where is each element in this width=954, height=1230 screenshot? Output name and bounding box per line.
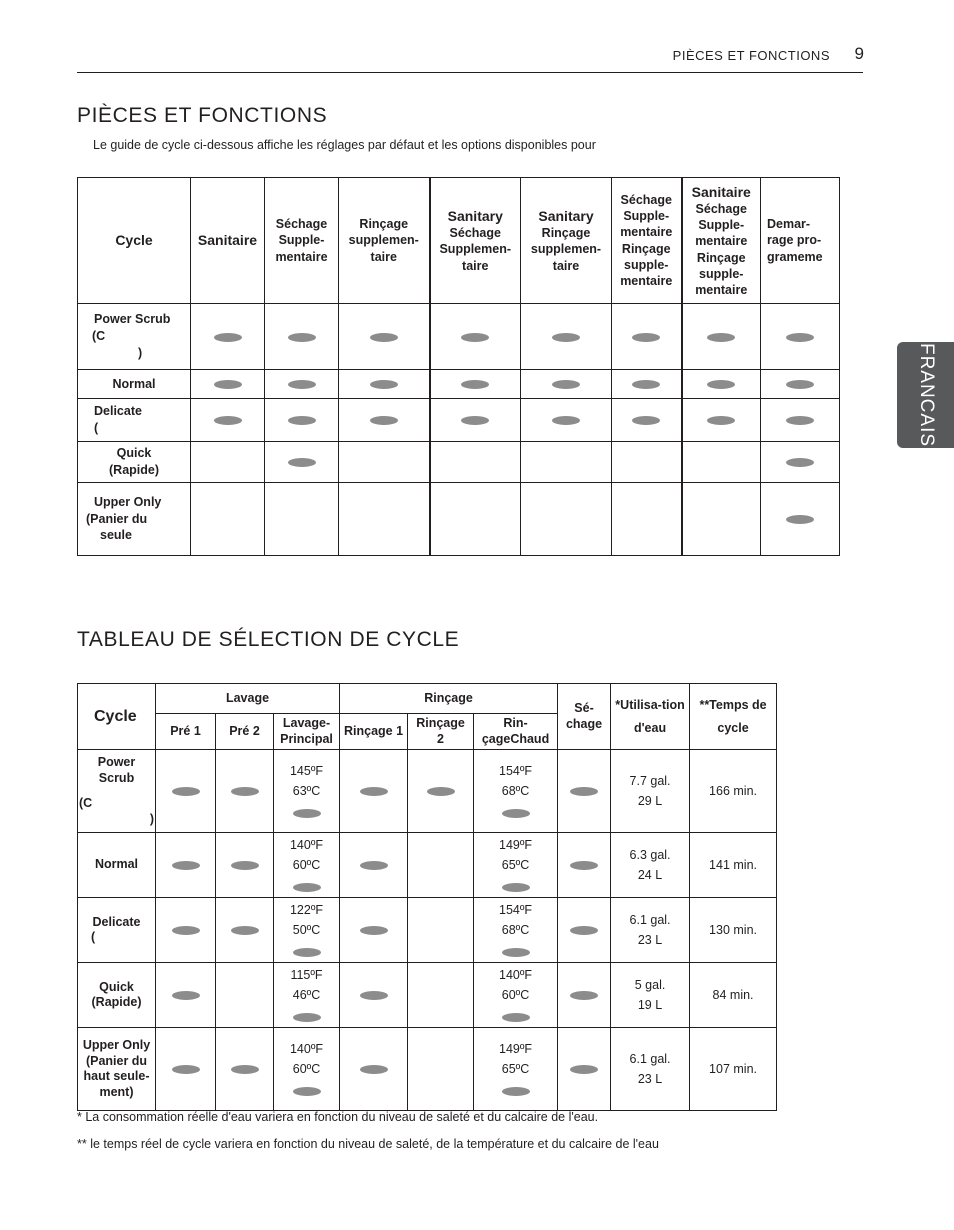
option-available-mark <box>461 380 489 389</box>
cycle-step-cell <box>408 833 474 898</box>
temperature-cell <box>274 898 340 963</box>
options-cell <box>339 304 430 370</box>
cycle-header-sechage: Sé-chage <box>558 684 611 750</box>
cycle-step-mark <box>570 991 598 1000</box>
cycle-name-line: Upper Only <box>94 494 162 509</box>
option-available-mark <box>707 380 735 389</box>
cycle-step-cell <box>408 898 474 963</box>
options-cell <box>191 304 265 370</box>
cycle-step-mark <box>570 926 598 935</box>
options-cell <box>191 370 265 399</box>
options-row <box>78 304 840 370</box>
options-cell <box>612 304 682 370</box>
cycle-step-cell <box>216 833 274 898</box>
cycle-name-line: ) <box>138 345 143 360</box>
cycle-step-cell <box>340 833 408 898</box>
water-usage-cell <box>611 833 690 898</box>
option-available-mark <box>786 380 814 389</box>
cycle-step-cell <box>340 750 408 833</box>
cycle-name-line: Delicate <box>92 914 141 929</box>
options-row-cycle-name <box>78 442 191 483</box>
cycle-step-mark <box>360 787 388 796</box>
cycle-step-mark <box>570 1065 598 1074</box>
cycle-step-cell <box>216 898 274 963</box>
options-cell <box>339 483 430 556</box>
option-available-mark <box>214 380 242 389</box>
option-available-mark <box>632 333 660 342</box>
cycle-step-mark <box>502 809 530 818</box>
options-row-cycle-name <box>78 370 191 399</box>
option-available-mark <box>461 416 489 425</box>
cycle-header-time: **Temps de cycle <box>690 684 777 750</box>
cycle-time-cell <box>690 963 777 1028</box>
option-available-mark <box>552 333 580 342</box>
temperature-cell <box>474 898 558 963</box>
intro-text: Le guide de cycle ci-dessous affiche les réglages par défaut et les options disponibles pour <box>93 138 596 152</box>
option-available-mark <box>786 333 814 342</box>
option-available-mark <box>707 333 735 342</box>
water-gallons: 5 gal. <box>634 978 666 993</box>
page-number: 9 <box>854 44 864 63</box>
cycle-name-line: Scrub <box>98 770 135 785</box>
cycle-header-row-1 <box>78 684 777 714</box>
cycle-step-cell <box>156 898 216 963</box>
options-row <box>78 370 840 399</box>
language-tab-label: FRANCAIS <box>915 342 937 448</box>
cycle-time-cell <box>690 898 777 963</box>
water-liters: 23 L <box>637 1072 663 1087</box>
options-header-extra-rinse: Rinçage supplemen-taire <box>339 178 430 304</box>
temperature-c: 65ºC <box>501 1062 530 1077</box>
options-cell <box>521 483 612 556</box>
options-header-sanitary-rinse: Sanitary Rinçage supplemen-taire <box>521 178 612 304</box>
option-available-mark <box>214 416 242 425</box>
cycle-step-mark <box>360 1065 388 1074</box>
cycle-step-mark <box>360 991 388 1000</box>
water-liters: 29 L <box>637 794 663 809</box>
temperature-mark-wrap <box>277 801 336 821</box>
water-usage-cell <box>611 963 690 1028</box>
temperature-cell <box>274 963 340 1028</box>
temperature-mark-wrap <box>477 1079 554 1099</box>
options-cell <box>265 370 339 399</box>
water-usage-cell <box>611 750 690 833</box>
temperature-f: 115ºF <box>290 968 323 983</box>
cycle-time-value: 107 min. <box>709 1062 757 1077</box>
cycle-header-pre1: Pré 1 <box>156 714 216 750</box>
cycle-step-mark <box>293 948 321 957</box>
cycle-time-cell <box>690 833 777 898</box>
temperature-f: 154ºF <box>499 764 533 779</box>
cycle-name-line: Delicate <box>94 404 142 419</box>
option-available-mark <box>632 380 660 389</box>
cycle-name-line: Power Scrub <box>94 312 171 327</box>
cycle-step-mark <box>570 787 598 796</box>
cycle-row <box>78 833 777 898</box>
options-cell <box>265 304 339 370</box>
cycle-step-mark <box>360 926 388 935</box>
temperature-cell <box>474 750 558 833</box>
cycle-name-line: (C <box>79 796 93 811</box>
options-header-row <box>78 178 840 304</box>
cycle-time-cell <box>690 1028 777 1111</box>
options-cell <box>761 442 840 483</box>
options-cell <box>761 304 840 370</box>
cycle-time-value: 141 min. <box>709 858 757 873</box>
options-cell <box>265 442 339 483</box>
cycle-step-mark <box>231 787 259 796</box>
cycle-step-cell <box>558 750 611 833</box>
option-available-mark <box>632 416 660 425</box>
cycle-step-mark <box>231 1065 259 1074</box>
temperature-f: 145ºF <box>289 764 324 779</box>
temperature-f: 154ºF <box>499 903 533 918</box>
cycle-step-cell <box>216 750 274 833</box>
cycle-step-mark <box>231 861 259 870</box>
cycle-step-cell <box>558 963 611 1028</box>
options-cell <box>682 442 761 483</box>
water-gallons: 6.1 gal. <box>629 913 671 928</box>
options-cell <box>612 399 682 442</box>
temperature-c: 60ºC <box>501 988 530 1003</box>
water-liters: 24 L <box>637 868 663 883</box>
temperature-c: 60ºC <box>292 1062 321 1077</box>
section-title-cycle-chart: TABLEAU DE SÉLECTION DE CYCLE <box>77 628 460 651</box>
cycle-step-mark <box>293 1013 321 1022</box>
options-header-sanitary-dry: Sanitary Séchage Supplemen-taire <box>430 178 521 304</box>
options-row-cycle-name <box>78 399 191 442</box>
options-cell <box>761 399 840 442</box>
option-available-mark <box>786 458 814 467</box>
temperature-mark-wrap <box>477 875 554 895</box>
cycle-step-mark <box>172 861 200 870</box>
cycle-step-cell <box>216 963 274 1028</box>
option-available-mark <box>288 333 316 342</box>
water-usage-cell <box>611 898 690 963</box>
temperature-cell <box>274 833 340 898</box>
cycle-step-mark <box>502 948 530 957</box>
options-header-cycle: Cycle <box>78 178 191 304</box>
cycle-step-cell <box>156 750 216 833</box>
options-cell <box>761 370 840 399</box>
water-usage-cell <box>611 1028 690 1111</box>
option-available-mark <box>707 416 735 425</box>
cycle-step-mark <box>427 787 455 796</box>
cycle-name-line: ( <box>91 930 96 945</box>
cycle-header-water: *Utilisa-tion d'eau <box>611 684 690 750</box>
temperature-mark-wrap <box>477 1005 554 1025</box>
options-cell <box>191 399 265 442</box>
options-cell <box>430 370 521 399</box>
options-header-dry-rinse: Séchage Supple-mentaire Rinçage supple-mentaire <box>612 178 682 304</box>
water-liters: 23 L <box>637 933 663 948</box>
cycle-step-mark <box>293 1087 321 1096</box>
options-row-cycle-name <box>78 304 191 370</box>
options-cell <box>612 442 682 483</box>
option-available-mark <box>552 416 580 425</box>
temperature-f: 140ºF <box>289 838 324 853</box>
cycle-row <box>78 750 777 833</box>
cycle-step-cell <box>216 1028 274 1111</box>
cycle-row-name <box>78 1028 156 1111</box>
temperature-c: 50ºC <box>292 923 321 938</box>
cycle-step-cell <box>558 1028 611 1111</box>
cycle-name-line: Normal <box>112 376 156 391</box>
options-row <box>78 483 840 556</box>
cycle-name-line: Upper Only <box>82 1038 151 1052</box>
cycle-row-name <box>78 898 156 963</box>
cycle-header-pre2: Pré 2 <box>216 714 274 750</box>
temperature-c: 68ºC <box>501 923 530 938</box>
options-row <box>78 442 840 483</box>
temperature-mark-wrap <box>277 875 336 895</box>
options-cell <box>761 483 840 556</box>
cycle-name-line: Quick <box>116 446 152 461</box>
temperature-f: 140ºF <box>499 968 533 983</box>
options-cell <box>430 483 521 556</box>
options-row-cycle-name <box>78 483 191 556</box>
temperature-f: 149ºF <box>499 838 533 853</box>
options-table <box>77 177 840 556</box>
temperature-cell <box>274 750 340 833</box>
footnote-water: * La consommation réelle d'eau variera en fonction du niveau de saleté et du calcaire de l'eau. <box>77 1110 599 1124</box>
cycle-step-mark <box>502 1013 530 1022</box>
option-available-mark <box>288 458 316 467</box>
cycle-header-lavage: Lavage <box>156 684 340 714</box>
options-cell <box>682 370 761 399</box>
temperature-mark-wrap <box>277 940 336 960</box>
cycle-step-cell <box>156 963 216 1028</box>
cycle-name-line: Normal <box>94 857 139 872</box>
cycle-row-name <box>78 833 156 898</box>
option-available-mark <box>370 416 398 425</box>
options-cell <box>612 370 682 399</box>
cycle-name-line: (Rapide) <box>91 995 142 1010</box>
cycle-step-cell <box>408 1028 474 1111</box>
options-cell <box>521 370 612 399</box>
cycle-name-line: ( <box>94 421 99 435</box>
temperature-f: 122ºF <box>289 903 324 918</box>
cycle-step-cell <box>340 1028 408 1111</box>
option-available-mark <box>370 380 398 389</box>
temperature-f: 149ºF <box>499 1042 533 1057</box>
temperature-mark-wrap <box>477 940 554 960</box>
language-tab <box>897 342 954 448</box>
cycle-name-line: (Panier du haut seule-ment) <box>83 1053 150 1099</box>
option-available-mark <box>786 416 814 425</box>
temperature-f: 140ºF <box>289 1042 324 1057</box>
options-cell <box>339 399 430 442</box>
option-available-mark <box>288 380 316 389</box>
cycle-time-value: 166 min. <box>709 784 757 799</box>
cycle-header-cycle: Cycle <box>78 684 156 750</box>
options-cell <box>430 442 521 483</box>
cycle-step-cell <box>156 1028 216 1111</box>
option-available-mark <box>786 515 814 524</box>
options-cell <box>682 483 761 556</box>
cycle-row-name <box>78 750 156 833</box>
option-available-mark <box>552 380 580 389</box>
options-cell <box>339 370 430 399</box>
cycle-name-line: Quick <box>99 979 134 994</box>
cycle-step-cell <box>340 898 408 963</box>
water-liters: 19 L <box>637 998 663 1013</box>
cycle-header-rinse1: Rinçage 1 <box>340 714 408 750</box>
cycle-header-rinse2: Rinçage 2 <box>408 714 474 750</box>
option-available-mark <box>461 333 489 342</box>
options-cell <box>521 442 612 483</box>
temperature-cell <box>474 833 558 898</box>
cycle-header-main-wash: Lavage-Principal <box>274 714 340 750</box>
options-cell <box>521 399 612 442</box>
running-header-title: PIÈCES ET FONCTIONS <box>672 48 830 63</box>
temperature-mark-wrap <box>477 801 554 821</box>
cycle-time-value: 130 min. <box>709 923 757 938</box>
footnote-time: ** le temps réel de cycle variera en fonction du niveau de saleté, de la température et du calcaire de l'eau <box>77 1137 659 1151</box>
options-header-delay-start: Demar-rage pro-grameme <box>761 178 840 304</box>
cycle-step-cell <box>408 963 474 1028</box>
cycle-time-cell <box>690 750 777 833</box>
cycle-name-line: (Panier du <box>86 511 148 526</box>
options-cell <box>682 304 761 370</box>
cycle-step-mark <box>502 883 530 892</box>
cycle-row-name <box>78 963 156 1028</box>
header-divider <box>77 72 863 73</box>
options-cell <box>682 399 761 442</box>
cycle-row <box>78 898 777 963</box>
cycle-step-cell <box>558 898 611 963</box>
temperature-cell <box>474 963 558 1028</box>
water-gallons: 6.3 gal. <box>629 848 671 863</box>
section-title-parts: PIÈCES ET FONCTIONS <box>77 104 328 127</box>
cycle-step-cell <box>558 833 611 898</box>
options-cell <box>265 483 339 556</box>
option-available-mark <box>214 333 242 342</box>
temperature-cell <box>474 1028 558 1111</box>
cycle-header-rincage: Rinçage <box>340 684 558 714</box>
options-header-sanitaire: Sanitaire <box>191 178 265 304</box>
options-header-sanitaire-dry-rinse: Sanitaire Séchage Supple-mentaire Rinçage supple-mentaire <box>682 178 761 304</box>
cycle-step-mark <box>172 787 200 796</box>
water-gallons: 7.7 gal. <box>629 774 671 789</box>
options-cell <box>430 399 521 442</box>
cycle-step-mark <box>502 1087 530 1096</box>
cycle-name-line: ) <box>149 811 154 826</box>
cycle-selection-table <box>77 683 777 1111</box>
options-cell <box>265 399 339 442</box>
cycle-name-line: (Rapide) <box>109 463 159 477</box>
option-available-mark <box>370 333 398 342</box>
cycle-step-cell <box>408 750 474 833</box>
cycle-step-mark <box>570 861 598 870</box>
options-row <box>78 399 840 442</box>
temperature-c: 68ºC <box>501 784 530 799</box>
water-gallons: 6.1 gal. <box>629 1052 671 1067</box>
options-cell <box>612 483 682 556</box>
cycle-step-mark <box>293 809 321 818</box>
options-cell <box>521 304 612 370</box>
cycle-step-cell <box>156 833 216 898</box>
cycle-row <box>78 963 777 1028</box>
temperature-mark-wrap <box>277 1079 336 1099</box>
cycle-step-mark <box>293 883 321 892</box>
options-cell <box>191 442 265 483</box>
temperature-c: 63ºC <box>292 784 321 799</box>
options-cell <box>191 483 265 556</box>
temperature-c: 46ºC <box>292 988 321 1003</box>
option-available-mark <box>288 416 316 425</box>
cycle-row <box>78 1028 777 1111</box>
cycle-step-mark <box>360 861 388 870</box>
cycle-step-mark <box>172 926 200 935</box>
cycle-step-cell <box>340 963 408 1028</box>
cycle-step-mark <box>172 1065 200 1074</box>
cycle-step-mark <box>231 926 259 935</box>
cycle-step-mark <box>172 991 200 1000</box>
options-cell <box>430 304 521 370</box>
cycle-name-line: seule <box>100 528 132 543</box>
cycle-name-line: (C <box>92 329 106 344</box>
cycle-name-line: Power <box>97 755 136 769</box>
cycle-time-value: 84 min. <box>712 988 754 1003</box>
cycle-header-hot-rinse: Rin-çageChaud <box>474 714 558 750</box>
temperature-mark-wrap <box>277 1005 336 1025</box>
temperature-c: 65ºC <box>501 858 530 873</box>
temperature-cell <box>274 1028 340 1111</box>
options-cell <box>339 442 430 483</box>
temperature-c: 60ºC <box>292 858 321 873</box>
options-header-extra-dry: Séchage Supple-mentaire <box>265 178 339 304</box>
